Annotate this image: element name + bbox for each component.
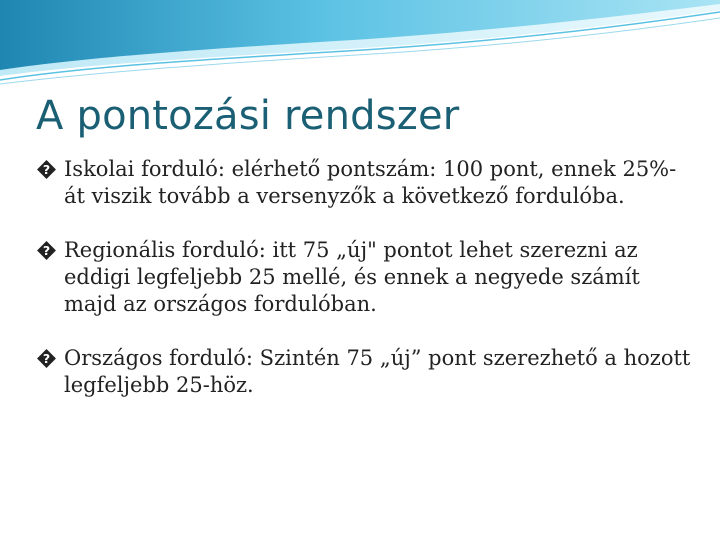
bullet-item: [36, 345, 696, 399]
bullet-item: [36, 237, 696, 318]
bullet-item: [36, 156, 696, 210]
svg-text:?: ?: [42, 243, 51, 259]
wave-header-decoration: [0, 0, 720, 90]
bullet-text: Regionális forduló: itt 75 „új" pontot lehet szerezni az eddigi legfeljebb 25 mellé, és ennek a negyede számít majd az országos fordulóban.: [64, 238, 640, 316]
slide-title: A pontozási rendszer: [36, 93, 460, 139]
svg-text:?: ?: [42, 162, 51, 178]
bullet-text: Országos forduló: Szintén 75 „új” pont szerezhető a hozott legfeljebb 25-höz.: [64, 346, 691, 397]
replacement-character-icon: [36, 240, 57, 261]
replacement-character-icon: [36, 348, 57, 369]
replacement-character-icon: [36, 159, 57, 180]
svg-text:?: ?: [42, 351, 51, 367]
bullet-list: [36, 156, 696, 399]
bullet-text: Iskolai forduló: elérhető pontszám: 100 pont, ennek 25%-át viszik tovább a versenyzők a következő fordulóba.: [64, 157, 677, 208]
